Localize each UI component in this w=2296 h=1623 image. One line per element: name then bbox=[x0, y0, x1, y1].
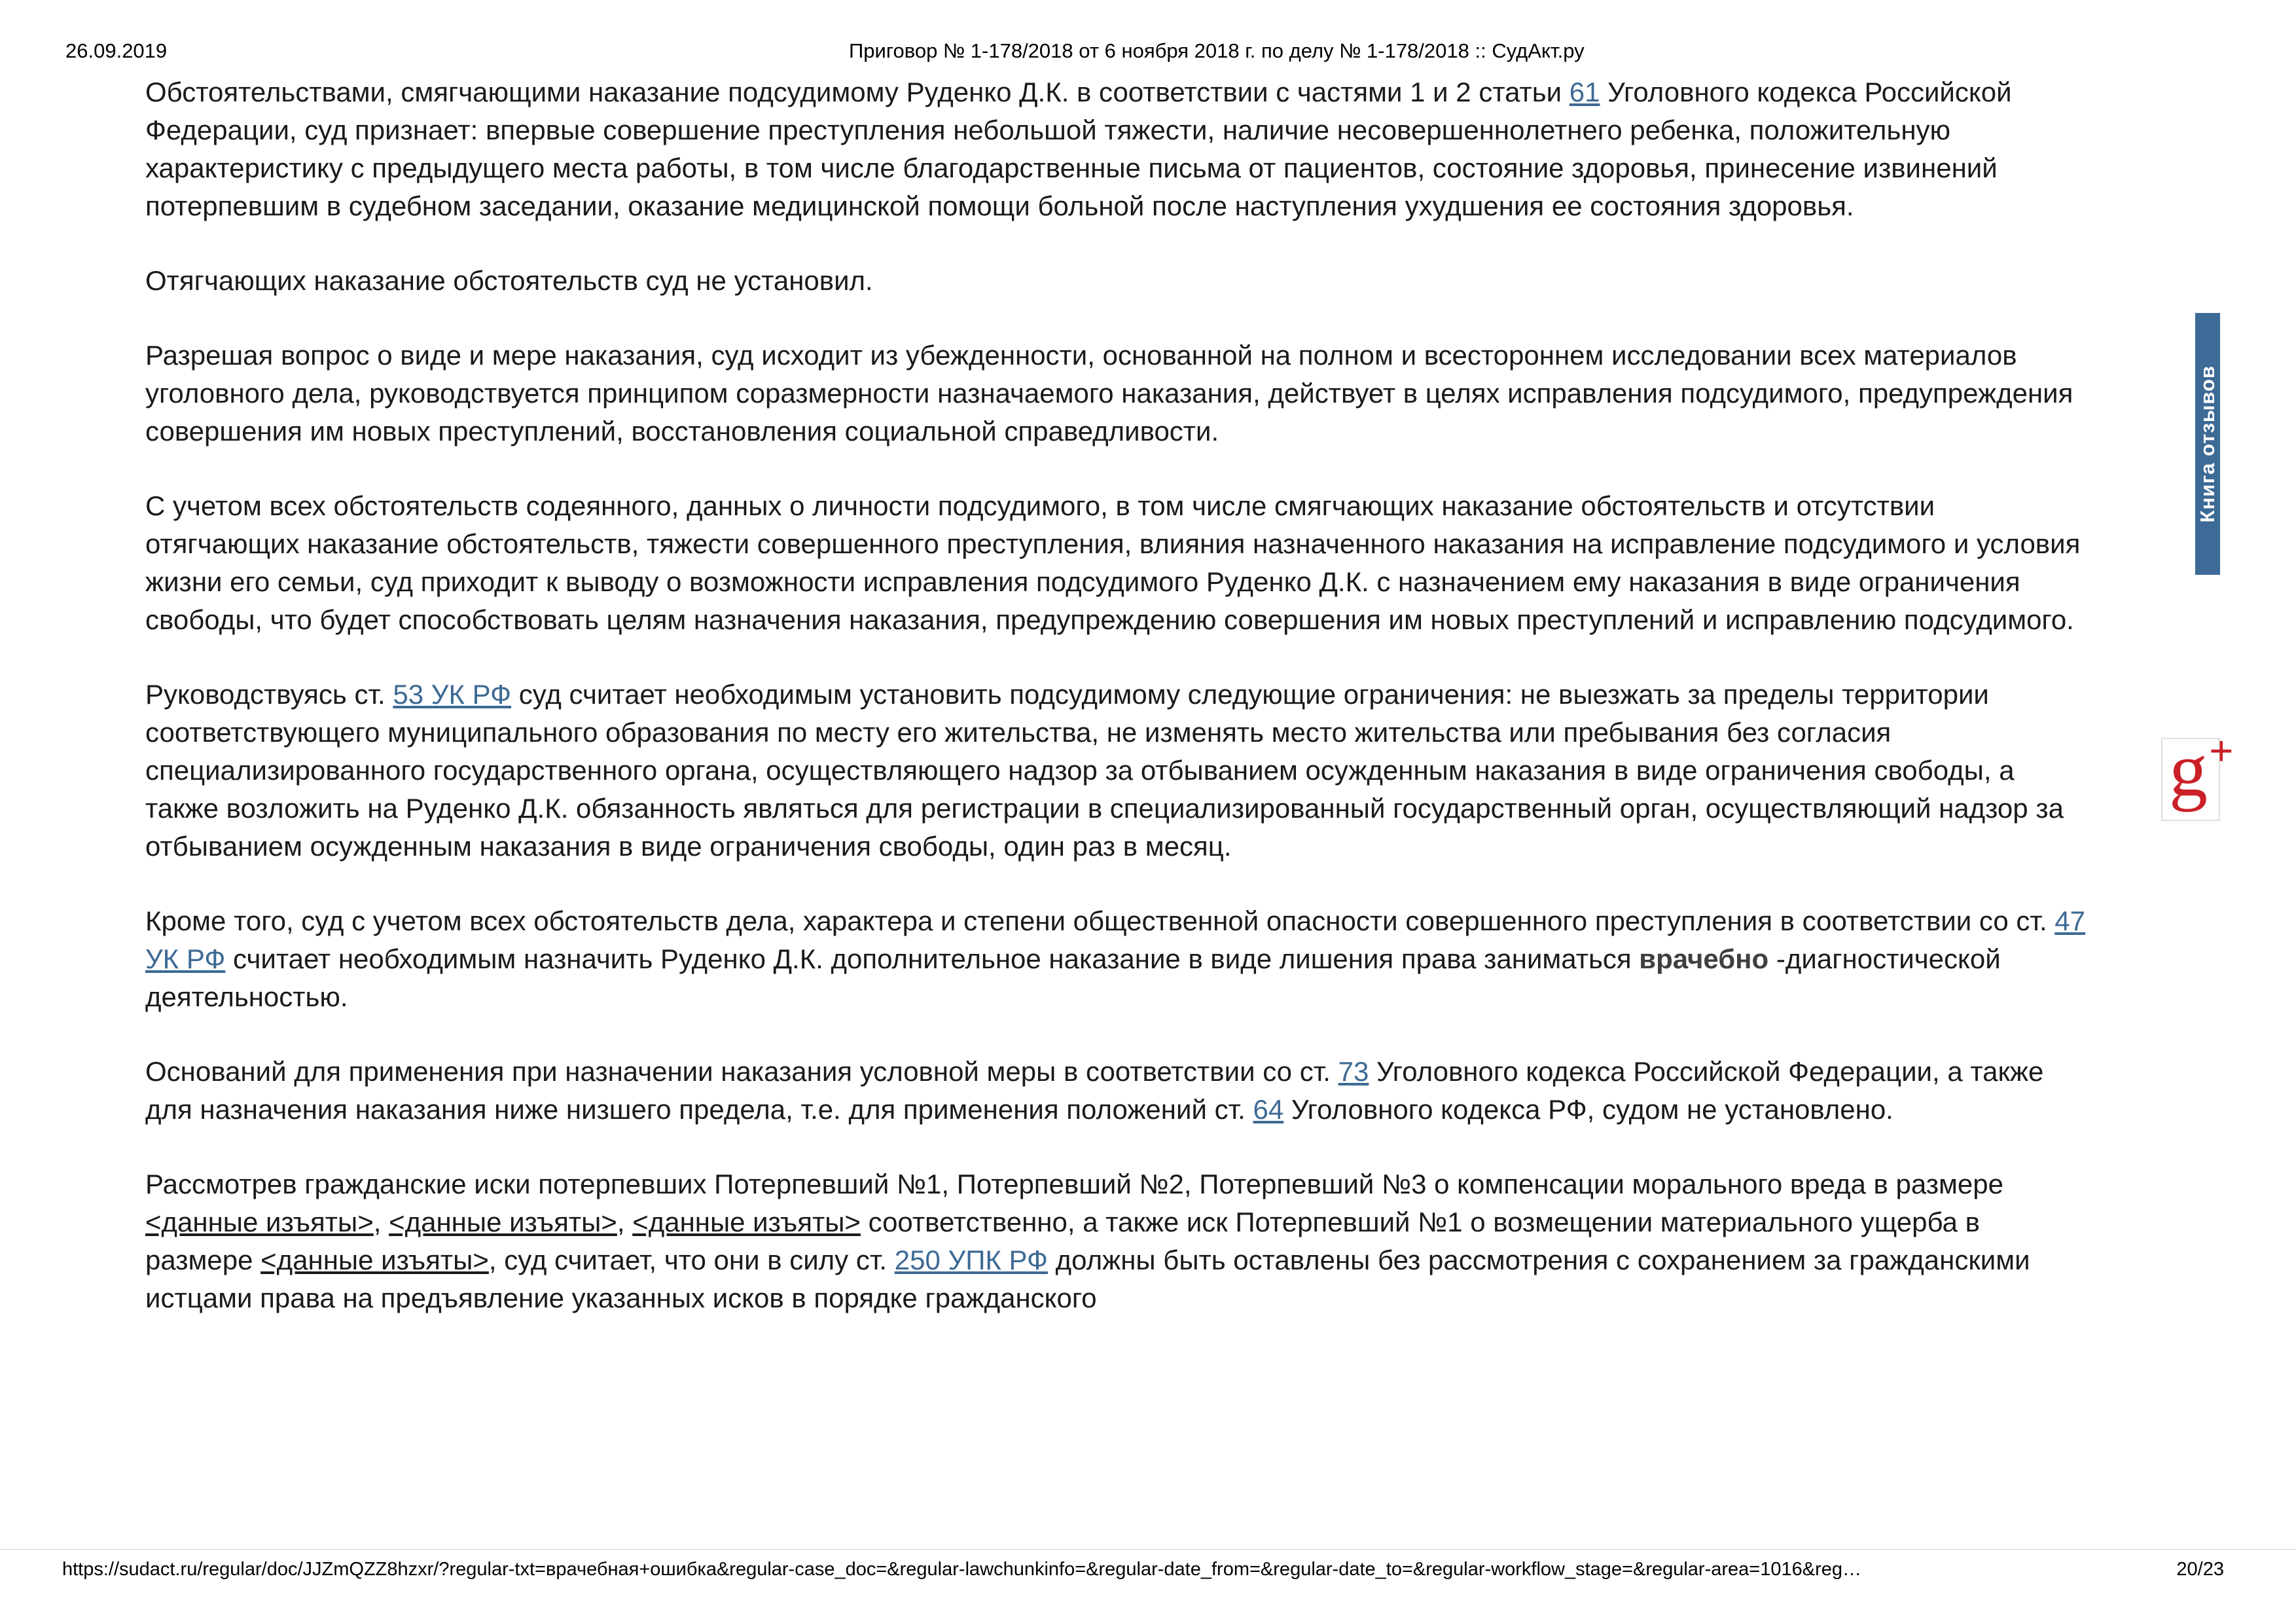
google-plus-icon bbox=[2169, 727, 2234, 812]
redacted-data: <данные изъяты> bbox=[389, 1207, 617, 1237]
law-article-link[interactable]: 250 УПК РФ bbox=[894, 1245, 1048, 1275]
text-run: , bbox=[373, 1207, 389, 1237]
text-run: соответственно, а также иск Потерпевший №1 о возмещении материального ущерба в размере bbox=[145, 1207, 1980, 1275]
source-url: https://sudact.ru/regular/doc/JJZmQZZ8hzxr/?regular-txt=врачебная+ошибка&regular-case_doc=&regular-lawchunkinfo=&regular-date_from=&regular-date_to=&regular-workflow_stage=&regular-area=1016&reg… bbox=[62, 1559, 1861, 1580]
paragraph bbox=[145, 262, 2086, 300]
redacted-data: <данные изъяты> bbox=[632, 1207, 861, 1237]
text-run: , bbox=[617, 1207, 633, 1237]
google-plus-plus: + bbox=[2209, 727, 2234, 775]
text-run: Кроме того, суд с учетом всех обстоятельств дела, характера и степени общественной опасности совершенного преступления в соответствии со ст. bbox=[145, 905, 2055, 936]
law-article-link[interactable]: 61 bbox=[1569, 77, 1600, 107]
paragraph bbox=[145, 73, 2086, 225]
law-article-link[interactable]: 73 bbox=[1338, 1056, 1369, 1087]
text-run: Рассмотрев гражданские иски потерпевших Потерпевший №1, Потерпевший №2, Потерпевший №3 о компенсации морального вреда в размере bbox=[145, 1169, 2003, 1199]
text-run: суд считает необходимым установить подсудимому следующие ограничения: не выезжать за пределы территории соответствующего муниципального образования по месту его жительства, не изменять место жительства или пребывания без согласия специализированного государственного органа, осуществляющего надзор за отбыванием осужденным наказания в виде ограничения свободы, а также возложить на Руденко Д.К. обязанность являться для регистрации в специализированный государственный орган, осуществляющий надзор за отбыванием осужденным наказания в виде ограничения свободы, один раз в месяц. bbox=[145, 679, 2064, 862]
text-run: , суд считает, что они в силу ст. bbox=[488, 1245, 895, 1275]
google-plus-g: g bbox=[2169, 727, 2208, 812]
print-footer bbox=[0, 1549, 2296, 1580]
text-run: С учетом всех обстоятельств содеянного, данных о личности подсудимого, в том числе смягчающих наказание обстоятельств и отсутствии отягчающих наказание обстоятельств, тяжести совершенного преступления, влияния назначенного наказания на исправление подсудимого и условия жизни его семьи, суд приходит к выводу о возможности исправления подсудимого Руденко Д.К. с назначением ему наказания в виде ограничения свободы, что будет способствовать целям назначения наказания, предупреждению совершения им новых преступлений и исправлению подсудимого. bbox=[145, 490, 2081, 635]
text-run: считает необходимым назначить Руденко Д.К. дополнительное наказание в виде лишения права заниматься bbox=[225, 943, 1640, 974]
text-run: Отягчающих наказание обстоятельств суд не установил. bbox=[145, 265, 873, 296]
feedback-book-label: Книга отзывов bbox=[2196, 365, 2219, 523]
print-date: 26.09.2019 bbox=[65, 39, 168, 62]
law-article-link[interactable]: 53 УК РФ bbox=[393, 679, 512, 710]
redacted-data: <данные изъяты> bbox=[145, 1207, 374, 1237]
paragraph bbox=[145, 487, 2086, 639]
page-title: Приговор № 1-178/2018 от 6 ноября 2018 г. по делу № 1-178/2018 :: СудАкт.ру bbox=[849, 39, 1585, 62]
paragraph bbox=[145, 1053, 2086, 1129]
text-run: Разрешая вопрос о виде и мере наказания, суд исходит из убежденности, основанной на полном и всестороннем исследовании всех материалов уголовного дела, руководствуется принципом соразмерности назначаемого наказания, действует в целях исправления подсудимого, предупреждения совершения им новых преступлений, восстановления социальной справедливости. bbox=[145, 340, 2073, 447]
paragraph bbox=[145, 337, 2086, 450]
text-run: Уголовного кодекса РФ, судом не установлено. bbox=[1283, 1094, 1893, 1125]
law-article-link[interactable]: 47 УК РФ bbox=[145, 905, 2085, 974]
highlighted-search-term: врачебно bbox=[1639, 943, 1769, 974]
text-run: Обстоятельствами, смягчающими наказание подсудимому Руденко Д.К. в соответствии с частями 1 и 2 статьи bbox=[145, 77, 1570, 107]
paragraph bbox=[145, 902, 2086, 1016]
document-body bbox=[145, 73, 2086, 1354]
google-plus-button[interactable] bbox=[2161, 727, 2234, 821]
text-run: Оснований для применения при назначении наказания условной меры в соответствии со ст. bbox=[145, 1056, 1338, 1087]
feedback-book-banner[interactable] bbox=[2195, 313, 2220, 575]
paragraph bbox=[145, 1165, 2086, 1317]
law-article-link[interactable]: 64 bbox=[1253, 1094, 1284, 1125]
paragraph bbox=[145, 676, 2086, 866]
text-run: Руководствуясь ст. bbox=[145, 679, 393, 710]
text-run: -диагностической деятельностью. bbox=[145, 943, 2001, 1012]
page-indicator: 20/23 bbox=[2176, 1559, 2224, 1580]
redacted-data: <данные изъяты> bbox=[260, 1245, 489, 1275]
text-run: должны быть оставлены без рассмотрения с сохранением за гражданскими истцами права на предъявление указанных исков в порядке гражданского bbox=[145, 1245, 2030, 1313]
text-run: Уголовного кодекса Российской Федерации, суд признает: впервые совершение преступления небольшой тяжести, наличие несовершеннолетнего ребенка, положительную характеристику с предыдущего места работы, в том числе благодарственные письма от пациентов, состояние здоровья, принесение извинений потерпевшим в судебном заседании, оказание медицинской помощи больной после наступления ухудшения ее состояния здоровья. bbox=[145, 77, 2012, 221]
text-run: Уголовного кодекса Российской Федерации, а также для назначения наказания ниже низшего предела, т.е. для применения положений ст. bbox=[145, 1056, 2044, 1125]
